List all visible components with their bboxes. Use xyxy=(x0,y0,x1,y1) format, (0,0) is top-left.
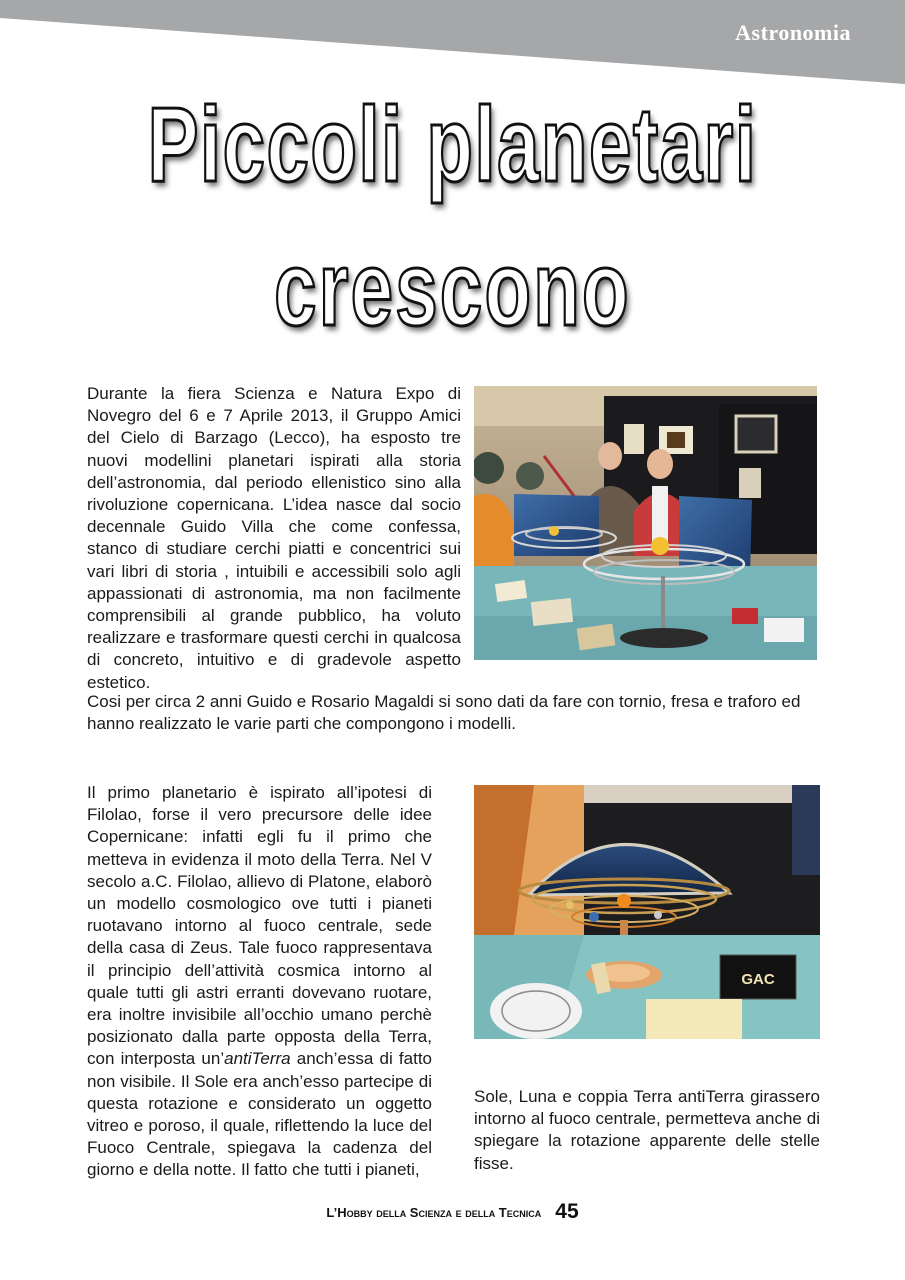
page-footer xyxy=(0,1200,905,1224)
page-number: 45 xyxy=(555,1200,579,1223)
intro-paragraph: Durante la fiera Scienza e Natura Expo di Novegro del 6 e 7 Aprile 2013, il Gruppo Amici del Cielo di Barzago (Lecco), ha esposto tre nuovi modellini planetari ispirati alla storia dell’astronomia, dal periodo ellenistico sino alla rivoluzione copernicana. L’idea nasce dal socio decennale Guido Villa che come confessa, stanco di studiare cerchi piatti e concentrici sui vari libri di storia , intuibili e accessibili solo agli appassionati di astronomia, ma non facilmente comprensibili al grande pubblico, ha voluto realizzare e trasformare questi cerchi in qualcosa di concreto, intuitivo e di gradevole aspetto estetico. xyxy=(87,384,461,692)
article-title-line-2: crescono xyxy=(274,230,631,348)
publication-name: L’Hobby della Scienza e della Tecnica xyxy=(326,1205,542,1220)
fourth-paragraph: Sole, Luna e coppia Terra antiTerra girassero intorno al fuoco centrale, permetteva anche di spiegare la rotazione apparente delle stelle fisse. xyxy=(474,1087,820,1173)
second-paragraph: Cosi per circa 2 anni Guido e Rosario Magaldi si sono dati da fare con tornio, fresa e traforo ed hanno realizzato le varie parti che compongono i modelli. xyxy=(87,692,801,734)
third-paragraph-emphasis: antiTerra xyxy=(224,1049,291,1069)
article-title-line-1: Piccoli planetari xyxy=(147,86,758,204)
third-paragraph-part-b: anch’essa di fatto non visibile. Il Sole era anch’esso partecipe di questa rotazione e considerato un oggetto vitreo e poroso, il quale, riflettendo la luce del Fuoco Centrale, spiegava la cadenza del giorno e della notte. Il fatto che tutti i pianeti, xyxy=(87,1049,433,1180)
third-paragraph xyxy=(87,782,432,1182)
third-paragraph-part-a: Il primo planetario è ispirato all’ipotesi di Filolao, forse il vero precursore delle idee Copernicane: infatti egli fu il primo che metteva in evidenza il moto della Terra. Nel V secolo a.C. Filolao, allievo di Platone, elaborò un modello cosmologico ove tutti i pianeti ruotavano intorno al fuoco centrale, sede della casa di Zeus. Tale fuoco rappresentava il principio dell’attività cosmica intorno al quale tutti gli astri erranti dovevano ruotare, era inoltre invisibile all’occhio umano perchè posizionato dalla parte opposta della Terra, con interposta un’ xyxy=(87,783,432,1069)
photo-exhibitors-with-planetaria xyxy=(474,386,817,660)
section-label: Astronomia xyxy=(735,20,851,45)
photo-filolao-planetarium xyxy=(474,785,820,1039)
photo2-badge-text: GAC xyxy=(741,971,775,988)
